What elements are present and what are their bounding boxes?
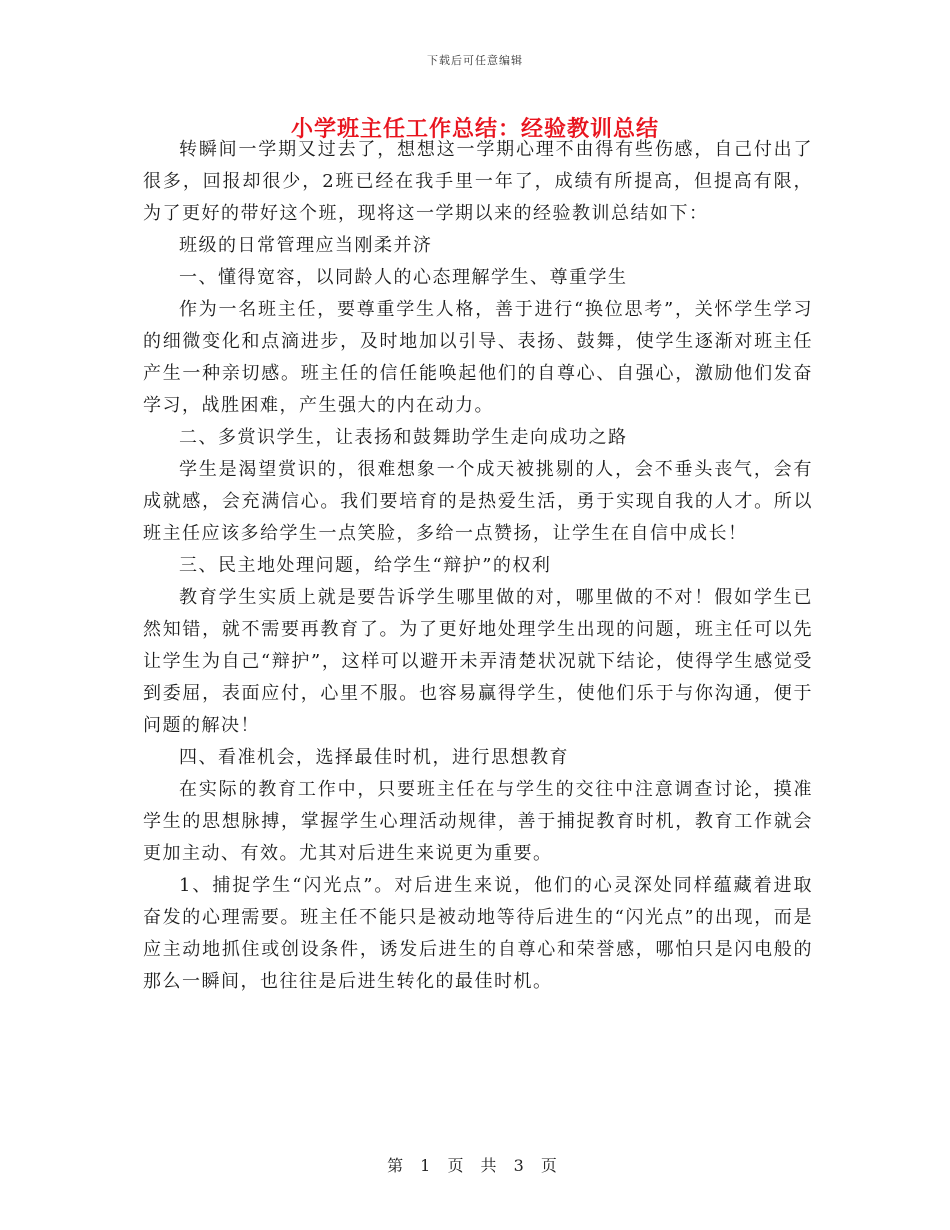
subheading-3: 三、民主地处理问题，给学生“辩护”的权利 xyxy=(179,555,552,576)
subheading-1: 一、懂得宽容，以同龄人的心态理解学生、尊重学生 xyxy=(179,267,628,288)
page-header: 下载后可任意编辑 xyxy=(427,54,523,67)
section-heading: 班级的日常管理应当刚柔并济 xyxy=(179,235,433,256)
paragraph: 教育学生实质上就是要告诉学生哪里做的对，哪里做的不对！假如学生已然知错，就不需要再教育了。为了更好地处理学生出现的问题，班主任可以先让学生为自己“辩护”，这样可以避开未弄清楚状况就下结论，使得学生感觉受到委屈，表面应付，心里不服。也容易赢得学生，使他们乐于与你沟通，便于问题的解决！ xyxy=(143,587,813,736)
paragraph-intro: 转瞬间一学期又过去了，想想这一学期心理不由得有些伤感，自己付出了很多，回报却很少，2班已经在我手里一年了，成绩有所提高，但提高有限，为了更好的带好这个班，现将这一学期以来的经验教训总结如下： xyxy=(143,139,813,224)
paragraph: 作为一名班主任，要尊重学生人格，善于进行“换位思考”，关怀学生学习的细微变化和点滴进步，及时地加以引导、表扬、鼓舞，使学生逐渐对班主任产生一种亲切感。班主任的信任能唤起他们的自尊心、自强心，激励他们发奋学习，战胜困难，产生强大的内在动力。 xyxy=(143,299,813,416)
page-footer: 第 1 页 共 3 页 xyxy=(387,1156,563,1175)
document-body xyxy=(143,134,813,998)
paragraph: 在实际的教育工作中，只要班主任在与学生的交往中注意调查讨论，摸准学生的思想脉搏，掌握学生心理活动规律，善于捕捉教育时机，教育工作就会更加主动、有效。尤其对后进生来说更为重要。 xyxy=(143,779,813,864)
subheading-2: 二、多赏识学生，让表扬和鼓舞助学生走向成功之路 xyxy=(179,427,628,448)
subheading-4: 四、看准机会，选择最佳时机，进行思想教育 xyxy=(179,747,569,768)
paragraph: 1、捕捉学生“闪光点”。对后进生来说，他们的心灵深处同样蕴藏着进取奋发的心理需要。班主任不能只是被动地等待后进生的“闪光点”的出现，而是应主动地抓住或创设条件，诱发后进生的自尊心和荣誉感，哪怕只是闪电般的那么一瞬间，也往往是后进生转化的最佳时机。 xyxy=(143,875,813,992)
document-title: 小学班主任工作总结：经验教训总结 xyxy=(290,116,659,142)
paragraph: 学生是渴望赏识的，很难想象一个成天被挑剔的人，会不垂头丧气，会有成就感，会充满信心。我们要培育的是热爱生活，勇于实现自我的人才。所以班主任应该多给学生一点笑脸，多给一点赞扬，让学生在自信中成长！ xyxy=(143,459,813,544)
